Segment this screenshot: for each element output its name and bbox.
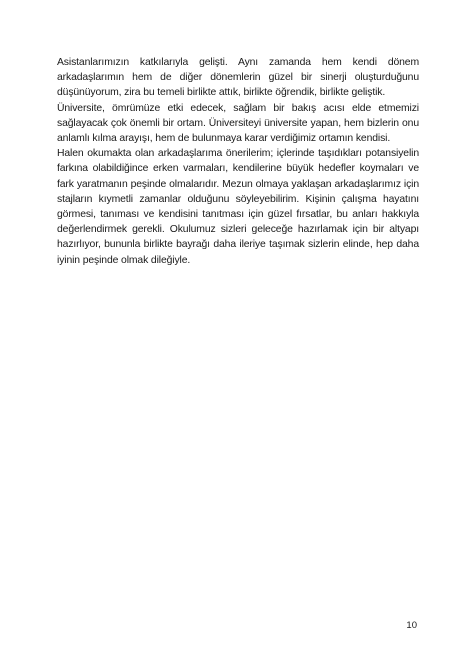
- paragraph-2: Üniversite, ömrümüze etki edecek, sağlam bir bakış acısı elde etmemizi sağlayacak çok önemli bir ortam. Üniversiteyi üniversite yapan, hem bizlerin onu anlamlı kılma arayışı, hem de bulunmaya karar verdiğimiz ortamın kendisi.: [57, 102, 419, 145]
- paragraph-3: Halen okumakta olan arkadaşlarıma önerilerim; içlerinde taşıdıkları potansiyelin farkına olabildiğince erken varmaları, kendilerine büyük hedefler koymaları ve fark yaratmanın peşinde olmalarıdır. Mezun olmaya yaklaşan arkadaşlarımız için stajların kıymetli zamanlar olduğunu söyleyebilirim. Kişinin çalışma hayatını görmesi, tanıması ve kendisini tanıtması için güzel fırsatlar, bu anları hakkıyla değerlendirmek gerekli. Okulumuz sizleri geleceğe hazırlamak için bir altyapı hazırlıyor, bununla birlikte bayrağı daha ileriye taşımak sizlerin elinde, hep daha iyinin peşinde olmak dileğiyle.: [57, 148, 419, 266]
- body-text: [57, 55, 419, 268]
- paragraph-1: Asistanlarımızın katkılarıyla gelişti. Aynı zamanda hem kendi dönem arkadaşlarımın hem de diğer dönemlerin güzel bir sinerji oluşturduğunu düşünüyorum, zira bu temeli birlikte attık, birlikte öğrendik, birlikte geliştik.: [57, 57, 419, 99]
- page-number: 10: [406, 620, 417, 631]
